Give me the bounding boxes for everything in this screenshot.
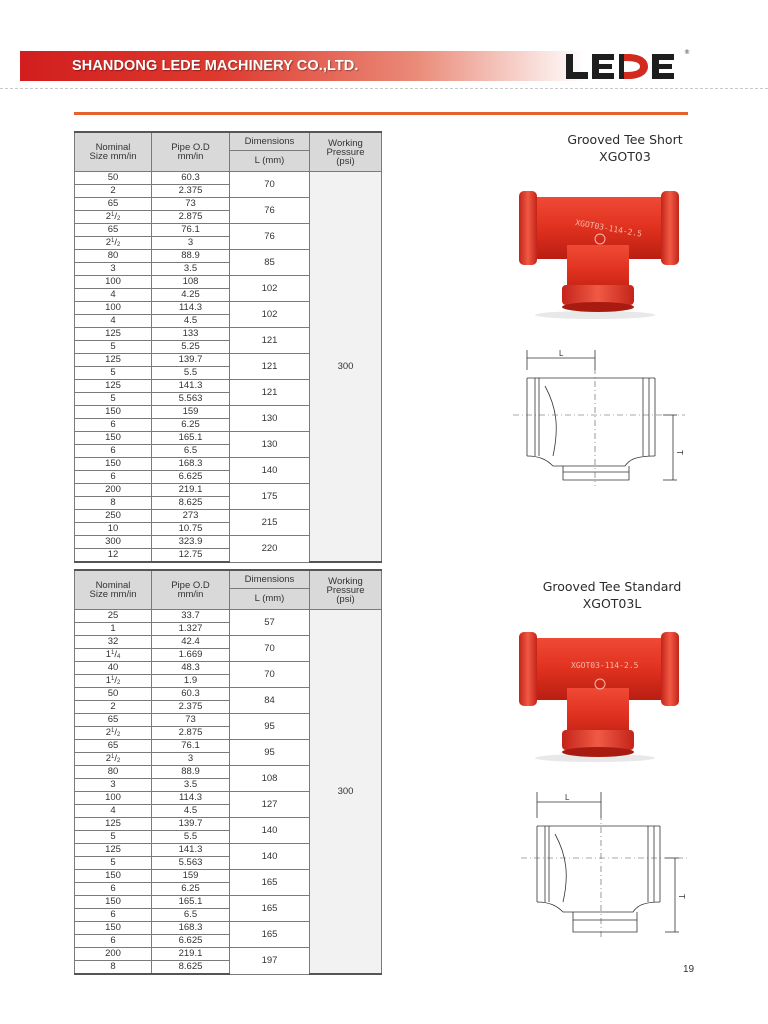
length-l-cell: 70 [230, 172, 310, 198]
nominal-mm-cell: 80 [75, 250, 152, 263]
pipe-od-mm-cell: 168.3 [152, 458, 230, 471]
header-l-mm: L (mm) [230, 151, 310, 172]
registered-mark: ® [684, 49, 690, 56]
length-l-cell: 85 [230, 250, 310, 276]
product-code: XGOT03 [599, 149, 651, 164]
nominal-in-cell: 5 [75, 367, 152, 380]
pipe-od-in-cell: 6.25 [152, 883, 230, 896]
pipe-od-mm-cell: 139.7 [152, 818, 230, 831]
length-l-cell: 121 [230, 328, 310, 354]
product-name: Grooved Tee Short [567, 132, 683, 147]
length-l-cell: 130 [230, 432, 310, 458]
tee-short-drawing [505, 348, 695, 488]
working-pressure-cell: 300 [310, 172, 382, 563]
pipe-od-mm-cell: 159 [152, 870, 230, 883]
length-l-cell: 140 [230, 844, 310, 870]
nominal-mm-cell: 50 [75, 688, 152, 701]
tee-standard-photo [505, 628, 685, 763]
length-l-cell: 165 [230, 870, 310, 896]
pipe-od-mm-cell: 88.9 [152, 250, 230, 263]
pipe-od-mm-cell: 219.1 [152, 948, 230, 961]
pipe-od-in-cell: 1.669 [152, 649, 230, 662]
pipe-od-in-cell: 5.25 [152, 341, 230, 354]
pipe-od-mm-cell: 141.3 [152, 380, 230, 393]
header-working-pressure: Working Pressure (psi) [310, 132, 382, 172]
pipe-od-mm-cell: 76.1 [152, 740, 230, 753]
nominal-mm-cell: 125 [75, 354, 152, 367]
nominal-in-cell: 8 [75, 961, 152, 975]
lede-logo [562, 48, 694, 84]
pipe-od-in-cell: 5.563 [152, 857, 230, 870]
nominal-in-cell: $2^1/_2$ [75, 727, 152, 740]
pipe-od-mm-cell: 60.3 [152, 688, 230, 701]
dimension-l-label: L [559, 349, 564, 358]
length-l-cell: 70 [230, 662, 310, 688]
pipe-od-in-cell: 2.375 [152, 701, 230, 714]
nominal-in-cell: 6 [75, 883, 152, 896]
pipe-od-in-cell: 5.5 [152, 831, 230, 844]
pipe-od-in-cell: 6.5 [152, 445, 230, 458]
pipe-od-in-cell: 5.563 [152, 393, 230, 406]
header-pipe-od: Pipe O.D mm/in [152, 570, 230, 610]
pipe-od-in-cell: 2.875 [152, 211, 230, 224]
pipe-od-in-cell: 8.625 [152, 497, 230, 510]
pipe-od-in-cell: 8.625 [152, 961, 230, 975]
pipe-od-mm-cell: 114.3 [152, 792, 230, 805]
pipe-od-in-cell: 4.5 [152, 805, 230, 818]
pipe-od-mm-cell: 133 [152, 328, 230, 341]
pipe-od-mm-cell: 165.1 [152, 896, 230, 909]
pipe-od-in-cell: 5.5 [152, 367, 230, 380]
pipe-od-mm-cell: 323.9 [152, 536, 230, 549]
pipe-od-in-cell: 3.5 [152, 263, 230, 276]
nominal-mm-cell: 150 [75, 922, 152, 935]
pipe-od-in-cell: 3 [152, 753, 230, 766]
casting-text: XGOT03-114-2.5 [574, 218, 643, 239]
length-l-cell: 95 [230, 714, 310, 740]
nominal-mm-cell: 65 [75, 198, 152, 211]
pipe-od-mm-cell: 33.7 [152, 610, 230, 623]
nominal-in-cell: 6 [75, 471, 152, 484]
nominal-mm-cell: 65 [75, 714, 152, 727]
casting-text: XGOT03-114-2.5 [571, 661, 639, 670]
nominal-in-cell: 6 [75, 909, 152, 922]
pipe-od-in-cell: 4.5 [152, 315, 230, 328]
pipe-od-mm-cell: 76.1 [152, 224, 230, 237]
pipe-od-in-cell: 12.75 [152, 549, 230, 563]
nominal-in-cell: 12 [75, 549, 152, 563]
length-l-cell: 140 [230, 458, 310, 484]
nominal-in-cell: 6 [75, 445, 152, 458]
nominal-mm-cell: 200 [75, 948, 152, 961]
length-l-cell: 175 [230, 484, 310, 510]
nominal-in-cell: 8 [75, 497, 152, 510]
nominal-in-cell: 6 [75, 935, 152, 948]
length-l-cell: 121 [230, 354, 310, 380]
nominal-mm-cell: 125 [75, 328, 152, 341]
company-name: SHANDONG LEDE MACHINERY CO.,LTD. [72, 58, 359, 74]
nominal-in-cell: 5 [75, 393, 152, 406]
nominal-in-cell: 10 [75, 523, 152, 536]
nominal-in-cell: $2^1/_2$ [75, 237, 152, 250]
pipe-od-in-cell: 6.25 [152, 419, 230, 432]
header-dimensions: Dimensions [230, 132, 310, 151]
table-row [75, 610, 382, 623]
length-l-cell: 130 [230, 406, 310, 432]
nominal-in-cell: 5 [75, 857, 152, 870]
nominal-in-cell: 2 [75, 701, 152, 714]
dimension-l-label: L [565, 793, 570, 802]
pipe-od-mm-cell: 273 [152, 510, 230, 523]
pipe-od-in-cell: 10.75 [152, 523, 230, 536]
pipe-od-mm-cell: 42.4 [152, 636, 230, 649]
table-row [75, 172, 382, 185]
nominal-mm-cell: 32 [75, 636, 152, 649]
nominal-mm-cell: 65 [75, 224, 152, 237]
nominal-in-cell: 3 [75, 263, 152, 276]
nominal-mm-cell: 125 [75, 818, 152, 831]
nominal-mm-cell: 150 [75, 896, 152, 909]
nominal-mm-cell: 100 [75, 792, 152, 805]
length-l-cell: 76 [230, 198, 310, 224]
length-l-cell: 197 [230, 948, 310, 975]
pipe-od-mm-cell: 168.3 [152, 922, 230, 935]
working-pressure-cell: 300 [310, 610, 382, 975]
tee-short-photo [505, 185, 685, 320]
pipe-od-in-cell: 6.625 [152, 935, 230, 948]
product-title-standard [497, 578, 727, 612]
nominal-in-cell: $2^1/_2$ [75, 211, 152, 224]
nominal-mm-cell: 250 [75, 510, 152, 523]
length-l-cell: 84 [230, 688, 310, 714]
pipe-od-in-cell: 3 [152, 237, 230, 250]
nominal-mm-cell: 100 [75, 302, 152, 315]
pipe-od-mm-cell: 73 [152, 198, 230, 211]
accent-rule [74, 112, 688, 115]
spec-table-short [74, 131, 382, 563]
length-l-cell: 57 [230, 610, 310, 636]
header-pipe-od: Pipe O.D mm/in [152, 132, 230, 172]
table-body [75, 172, 382, 563]
pipe-od-in-cell: 1.327 [152, 623, 230, 636]
header-working-pressure: Working Pressure (psi) [310, 570, 382, 610]
pipe-od-mm-cell: 141.3 [152, 844, 230, 857]
nominal-in-cell: $1^1/_2$ [75, 675, 152, 688]
pipe-od-mm-cell: 48.3 [152, 662, 230, 675]
pipe-od-in-cell: 1.9 [152, 675, 230, 688]
pipe-od-in-cell: 4.25 [152, 289, 230, 302]
page-number: 19 [683, 964, 695, 975]
nominal-in-cell: 4 [75, 289, 152, 302]
length-l-cell: 165 [230, 896, 310, 922]
table-body [75, 610, 382, 975]
header-nominal: Nominal Size mm/in [75, 570, 152, 610]
nominal-in-cell: $2^1/_2$ [75, 753, 152, 766]
nominal-in-cell: $1^1/_4$ [75, 649, 152, 662]
dimension-t-label: T [677, 894, 686, 899]
tee-standard-drawing [515, 790, 695, 940]
length-l-cell: 127 [230, 792, 310, 818]
dashed-divider [0, 88, 768, 89]
length-l-cell: 102 [230, 302, 310, 328]
length-l-cell: 102 [230, 276, 310, 302]
nominal-in-cell: 4 [75, 315, 152, 328]
nominal-in-cell: 5 [75, 831, 152, 844]
pipe-od-mm-cell: 88.9 [152, 766, 230, 779]
nominal-in-cell: 1 [75, 623, 152, 636]
nominal-in-cell: 6 [75, 419, 152, 432]
pipe-od-mm-cell: 114.3 [152, 302, 230, 315]
nominal-mm-cell: 125 [75, 380, 152, 393]
length-l-cell: 140 [230, 818, 310, 844]
header-nominal: Nominal Size mm/in [75, 132, 152, 172]
nominal-mm-cell: 50 [75, 172, 152, 185]
spec-table-standard [74, 569, 382, 975]
nominal-mm-cell: 150 [75, 458, 152, 471]
length-l-cell: 76 [230, 224, 310, 250]
product-name: Grooved Tee Standard [542, 579, 682, 594]
length-l-cell: 121 [230, 380, 310, 406]
nominal-in-cell: 5 [75, 341, 152, 354]
pipe-od-in-cell: 2.875 [152, 727, 230, 740]
length-l-cell: 165 [230, 922, 310, 948]
nominal-mm-cell: 100 [75, 276, 152, 289]
pipe-od-mm-cell: 108 [152, 276, 230, 289]
pipe-od-in-cell: 6.5 [152, 909, 230, 922]
length-l-cell: 220 [230, 536, 310, 563]
nominal-mm-cell: 25 [75, 610, 152, 623]
pipe-od-mm-cell: 165.1 [152, 432, 230, 445]
nominal-in-cell: 2 [75, 185, 152, 198]
nominal-mm-cell: 200 [75, 484, 152, 497]
length-l-cell: 108 [230, 766, 310, 792]
nominal-mm-cell: 150 [75, 432, 152, 445]
nominal-mm-cell: 125 [75, 844, 152, 857]
pipe-od-in-cell: 6.625 [152, 471, 230, 484]
nominal-mm-cell: 80 [75, 766, 152, 779]
length-l-cell: 70 [230, 636, 310, 662]
nominal-mm-cell: 150 [75, 406, 152, 419]
nominal-mm-cell: 150 [75, 870, 152, 883]
product-code: XGOT03L [582, 596, 642, 611]
dimension-t-label: T [675, 450, 684, 455]
length-l-cell: 215 [230, 510, 310, 536]
header-l-mm: L (mm) [230, 589, 310, 610]
nominal-mm-cell: 300 [75, 536, 152, 549]
nominal-mm-cell: 40 [75, 662, 152, 675]
pipe-od-mm-cell: 73 [152, 714, 230, 727]
pipe-od-in-cell: 3.5 [152, 779, 230, 792]
length-l-cell: 95 [230, 740, 310, 766]
pipe-od-in-cell: 2.375 [152, 185, 230, 198]
pipe-od-mm-cell: 159 [152, 406, 230, 419]
pipe-od-mm-cell: 60.3 [152, 172, 230, 185]
pipe-od-mm-cell: 219.1 [152, 484, 230, 497]
header-dimensions: Dimensions [230, 570, 310, 589]
product-title-short [510, 131, 740, 165]
nominal-in-cell: 3 [75, 779, 152, 792]
pipe-od-mm-cell: 139.7 [152, 354, 230, 367]
nominal-in-cell: 4 [75, 805, 152, 818]
nominal-mm-cell: 65 [75, 740, 152, 753]
